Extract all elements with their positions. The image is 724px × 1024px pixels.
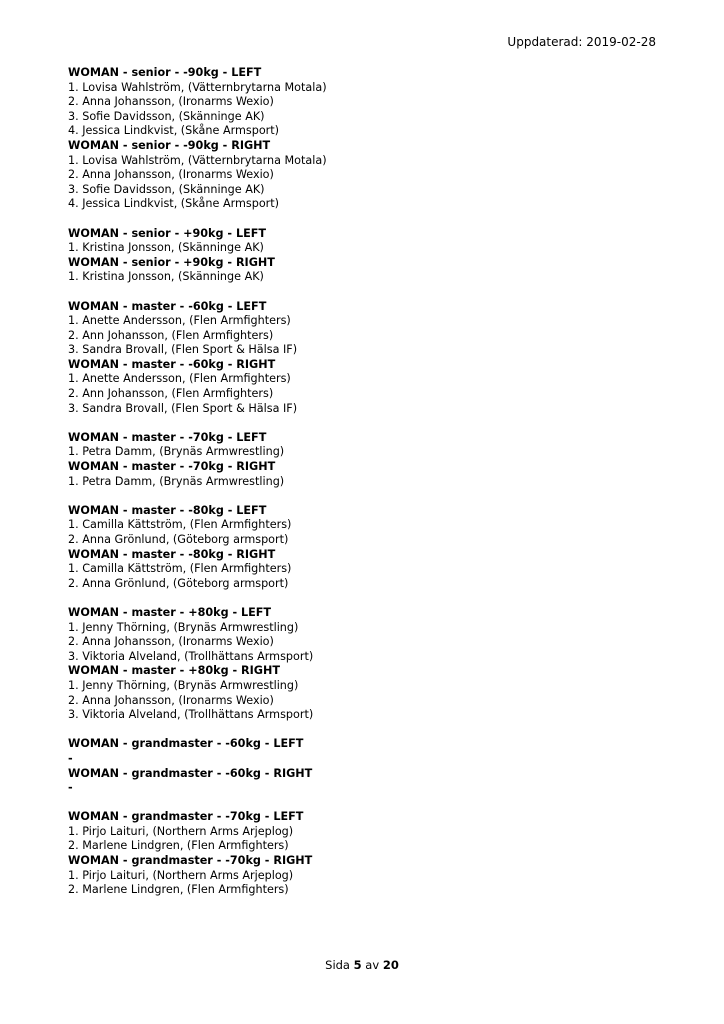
result-entry: 2. Anna Johansson, (Ironarms Wexio): [68, 693, 274, 707]
result-entry: 4. Jessica Lindkvist, (Skåne Armsport): [68, 197, 280, 211]
footer-prefix: Sida: [325, 958, 354, 972]
category-heading: WOMAN - senior - +90kg - LEFT: [68, 226, 266, 240]
result-entry: 1. Camilla Kättström, (Flen Armfighters): [68, 562, 292, 576]
result-entry: 1. Kristina Jonsson, (Skänninge AK): [68, 270, 264, 284]
result-entry: 1. Pirjo Laituri, (Northern Arms Arjeplog): [68, 868, 294, 882]
footer-middle: av: [361, 958, 383, 972]
category-heading: WOMAN - senior - -90kg - LEFT: [68, 66, 262, 79]
spacer: [68, 285, 668, 300]
result-entry: 1. Kristina Jonsson, (Skänninge AK): [68, 241, 264, 255]
result-entry: 2. Anna Johansson, (Ironarms Wexio): [68, 635, 274, 649]
category-heading: WOMAN - master - -80kg - RIGHT: [68, 547, 276, 561]
spacer: [68, 212, 668, 227]
category-heading: WOMAN - senior - +90kg - RIGHT: [68, 255, 275, 269]
updated-date: Uppdaterad: 2019-02-28: [507, 35, 656, 49]
category-heading: WOMAN - grandmaster - -60kg - LEFT: [68, 737, 304, 751]
result-entry: 2. Anna Johansson, (Ironarms Wexio): [68, 168, 274, 182]
category-heading: WOMAN - grandmaster - -60kg - RIGHT: [68, 766, 313, 780]
result-entry: 3. Sofie Davidsson, (Skänninge AK): [68, 109, 265, 123]
results-list: [68, 66, 668, 898]
category-heading: -: [68, 751, 73, 765]
result-entry: 2. Anna Grönlund, (Göteborg armsport): [68, 576, 289, 590]
result-entry: 2. Ann Johansson, (Flen Armfighters): [68, 387, 274, 401]
result-entry: 2. Marlene Lindgren, (Flen Armfighters): [68, 839, 289, 853]
page-total: 20: [382, 958, 399, 972]
category-heading: WOMAN - master - +80kg - RIGHT: [68, 664, 280, 678]
result-entry: 1. Anette Andersson, (Flen Armfighters): [68, 314, 291, 328]
result-entry: 1. Lovisa Wahlström, (Vätternbrytarna Motala): [68, 153, 327, 167]
result-entry: 3. Sandra Brovall, (Flen Sport & Hälsa IF): [68, 343, 298, 357]
spacer: [68, 416, 668, 431]
page-footer: [0, 958, 724, 972]
result-entry: 1. Jenny Thörning, (Brynäs Armwrestling): [68, 678, 299, 692]
result-entry: 2. Ann Johansson, (Flen Armfighters): [68, 328, 274, 342]
spacer: [68, 796, 668, 811]
spacer: [68, 723, 668, 738]
result-entry: 2. Marlene Lindgren, (Flen Armfighters): [68, 883, 289, 897]
result-entry: 1. Anette Andersson, (Flen Armfighters): [68, 372, 291, 386]
result-entry: 1. Petra Damm, (Brynäs Armwrestling): [68, 445, 285, 459]
result-entry: 1. Pirjo Laituri, (Northern Arms Arjeplog): [68, 824, 294, 838]
result-entry: 3. Viktoria Alveland, (Trollhättans Armsport): [68, 708, 314, 722]
page-number: 5: [353, 958, 362, 972]
category-heading: WOMAN - master - -80kg - LEFT: [68, 503, 267, 517]
result-entry: 2. Anna Grönlund, (Göteborg armsport): [68, 533, 289, 546]
result-entry: 2. Anna Johansson, (Ironarms Wexio): [68, 95, 274, 109]
category-heading: WOMAN - master - -70kg - LEFT: [68, 430, 267, 444]
result-entry: 1. Camilla Kättström, (Flen Armfighters): [68, 518, 292, 532]
category-heading: WOMAN - grandmaster - -70kg - RIGHT: [68, 854, 313, 868]
spacer: [68, 591, 668, 606]
result-entry: 1. Lovisa Wahlström, (Vätternbrytarna Motala): [68, 80, 327, 94]
category-heading: WOMAN - master - -70kg - RIGHT: [68, 460, 276, 474]
category-heading: -: [68, 781, 73, 795]
result-entry: 1. Petra Damm, (Brynäs Armwrestling): [68, 474, 285, 488]
result-entry: 4. Jessica Lindkvist, (Skåne Armsport): [68, 124, 280, 138]
result-entry: 3. Sofie Davidsson, (Skänninge AK): [68, 182, 265, 196]
category-heading: WOMAN - grandmaster - -70kg - LEFT: [68, 810, 304, 824]
category-heading: WOMAN - master - +80kg - LEFT: [68, 605, 272, 619]
result-entry: 3. Sandra Brovall, (Flen Sport & Hälsa IF): [68, 401, 298, 415]
result-entry: 3. Viktoria Alveland, (Trollhättans Armsport): [68, 649, 314, 663]
result-entry: 1. Jenny Thörning, (Brynäs Armwrestling): [68, 620, 299, 634]
category-heading: WOMAN - senior - -90kg - RIGHT: [68, 138, 271, 152]
category-heading: WOMAN - master - -60kg - LEFT: [68, 299, 267, 313]
category-heading: WOMAN - master - -60kg - RIGHT: [68, 357, 276, 371]
spacer: [68, 489, 668, 504]
